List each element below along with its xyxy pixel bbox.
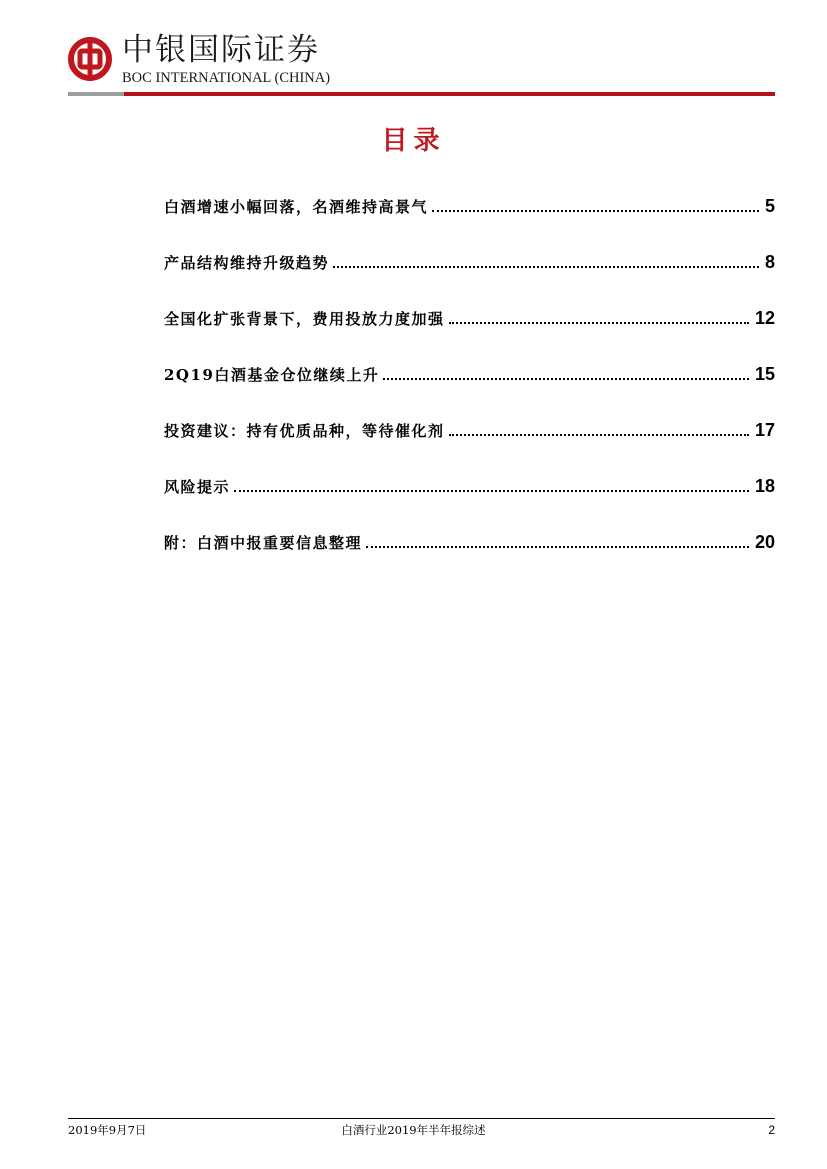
toc-entry-label[interactable]: 风险提示 [164,478,231,496]
toc-entry-page[interactable]: 18 [754,476,775,496]
toc-entry[interactable] [164,362,775,418]
header-rule-red [124,92,775,96]
toc-entry-label[interactable]: 产品结构维持升级趋势 [164,254,330,272]
toc-entry-page[interactable]: 12 [754,308,775,328]
toc-entry-label[interactable]: 白酒增速小幅回落，名酒维持高景气 [164,198,429,216]
footer-date: 2019年9月7日 [68,1123,147,1137]
toc-entry-label[interactable]: 2Q19白酒基金仓位继续上升 [164,366,380,384]
toc-entry[interactable] [164,474,775,530]
toc-leader-dots [449,433,749,436]
footer-report-title: 白酒行业2019年半年报综述 [341,1123,486,1137]
toc-entry-page[interactable]: 20 [754,532,775,552]
brand-name-cn: 中银国际证券 [122,32,320,68]
toc-entry-page[interactable]: 17 [754,420,775,440]
toc-leader-dots [234,489,749,492]
toc-entry[interactable] [164,418,775,474]
toc-entry-page[interactable]: 15 [754,364,775,384]
boc-logo-icon [67,36,113,82]
toc-leader-dots [383,377,749,380]
toc-entry-page[interactable]: 5 [764,196,775,216]
toc-entry-label[interactable]: 全国化扩张背景下，费用投放力度加强 [164,310,445,328]
toc-leader-dots [432,209,759,212]
toc-entry[interactable] [164,250,775,306]
toc-entry[interactable] [164,194,775,250]
toc-leader-dots [449,321,749,324]
toc-list [164,194,775,586]
toc-entry-page[interactable]: 8 [764,252,775,272]
header-rule-grey [68,92,124,96]
toc-entry[interactable] [164,306,775,362]
brand-name-en: BOC INTERNATIONAL (CHINA) [122,70,331,86]
toc-title: 目录 [381,126,446,156]
footer-rule [68,1118,775,1119]
footer-page-number: 2 [768,1123,775,1137]
toc-entry-label[interactable]: 附：白酒中报重要信息整理 [164,534,363,552]
toc-leader-dots [366,545,749,548]
toc-entry-label[interactable]: 投资建议：持有优质品种，等待催化剂 [164,422,445,440]
toc-leader-dots [333,265,759,268]
toc-entry[interactable] [164,530,775,586]
